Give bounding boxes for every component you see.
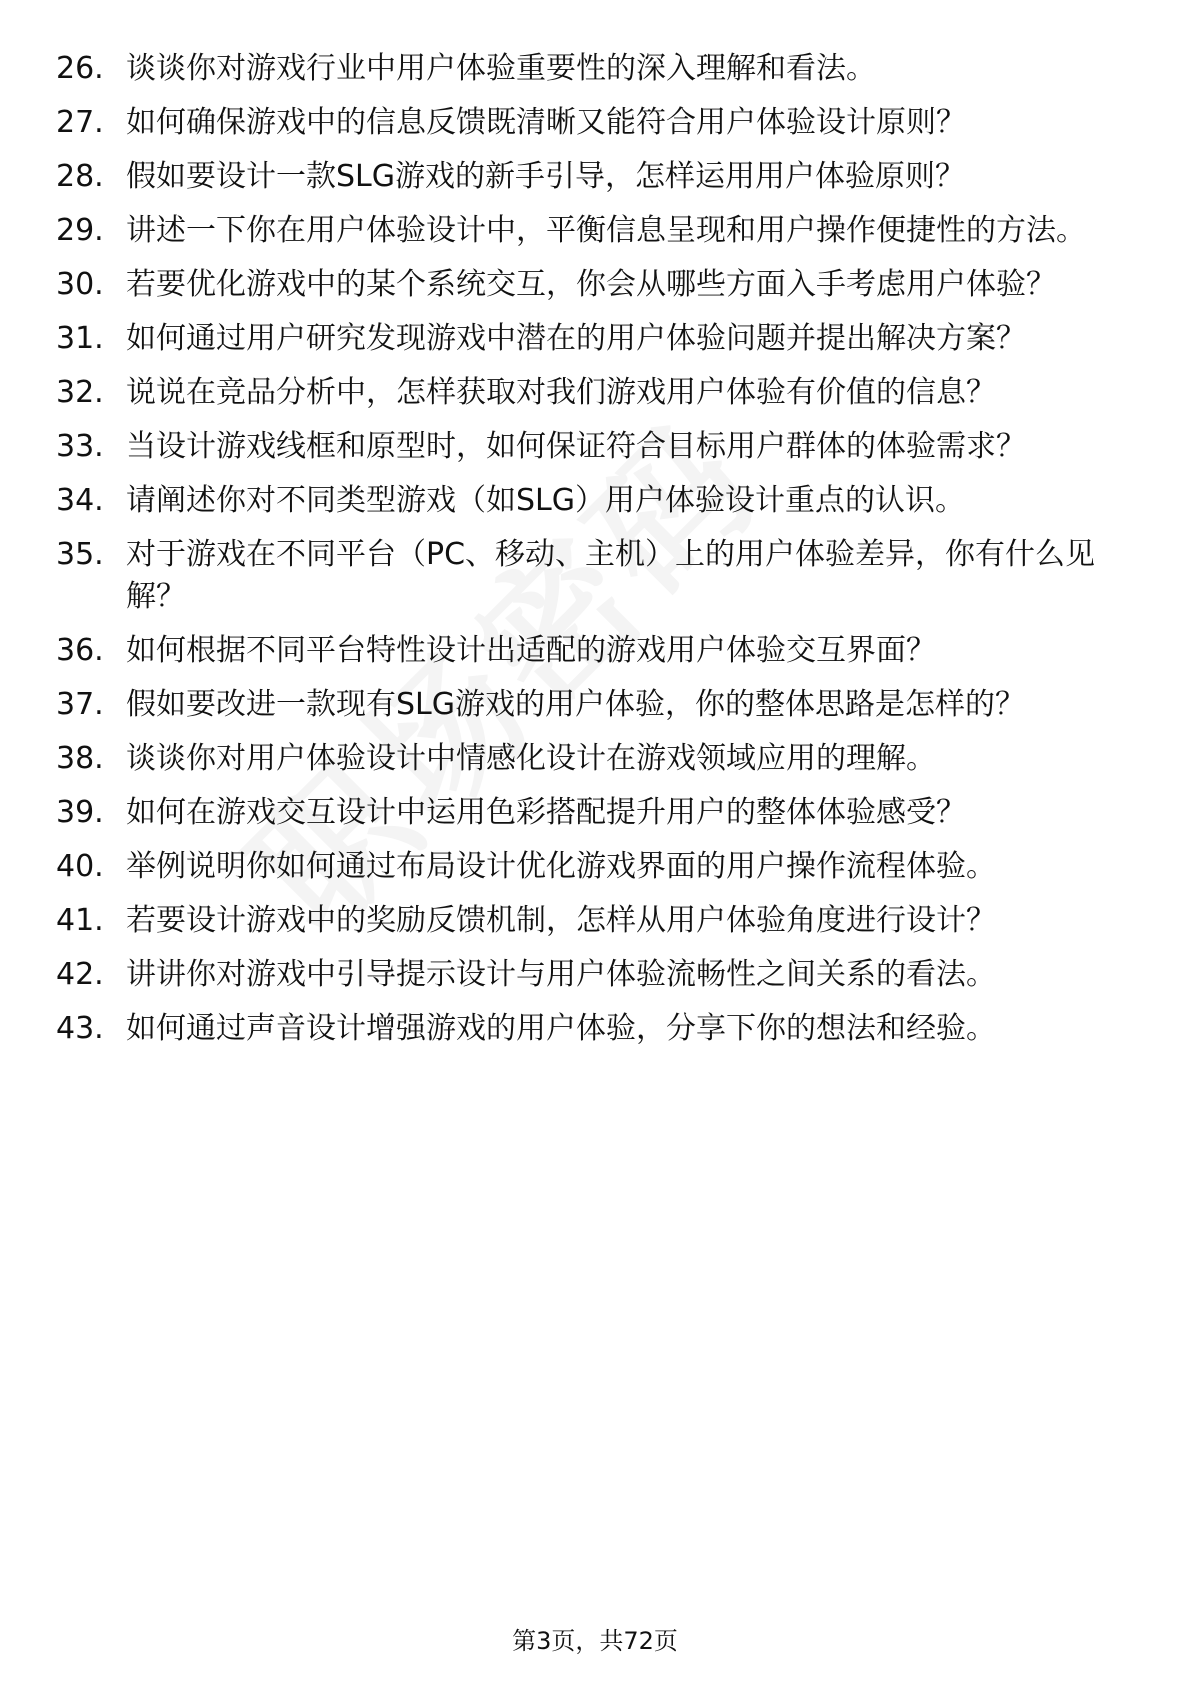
question-number: 34. [56, 483, 104, 518]
question-text: 说说在竞品分析中，怎样获取对我们游戏用户体验有价值的信息？ [126, 375, 996, 410]
question-item [56, 630, 1136, 672]
question-number: 41. [56, 903, 104, 938]
question-number: 37. [56, 687, 104, 722]
question-number: 27. [56, 105, 104, 140]
question-item [56, 210, 1136, 252]
page-footer [0, 1626, 1190, 1656]
question-text: 请阐述你对不同类型游戏（如SLG）用户体验设计重点的认识。 [126, 483, 966, 518]
question-number: 32. [56, 375, 104, 410]
question-number: 31. [56, 321, 104, 356]
question-text: 讲述一下你在用户体验设计中，平衡信息呈现和用户操作便捷性的方法。 [126, 213, 1086, 248]
question-text: 如何确保游戏中的信息反馈既清晰又能符合用户体验设计原则？ [126, 105, 966, 140]
question-item [56, 426, 1136, 468]
question-item [56, 534, 1136, 618]
question-text: 如何根据不同平台特性设计出适配的游戏用户体验交互界面？ [126, 633, 936, 668]
question-number: 33. [56, 429, 104, 464]
question-number: 40. [56, 849, 104, 884]
question-number: 29. [56, 213, 104, 248]
question-number: 36. [56, 633, 104, 668]
question-text: 当设计游戏线框和原型时，如何保证符合目标用户群体的体验需求？ [126, 429, 1026, 464]
question-item [56, 1008, 1136, 1050]
question-text: 假如要改进一款现有SLG游戏的用户体验，你的整体思路是怎样的？ [126, 687, 1026, 722]
question-text: 假如要设计一款SLG游戏的新手引导，怎样运用用户体验原则？ [126, 159, 966, 194]
question-number: 43. [56, 1011, 104, 1046]
question-item [56, 48, 1136, 90]
question-text: 谈谈你对用户体验设计中情感化设计在游戏领域应用的理解。 [126, 741, 936, 776]
question-number: 28. [56, 159, 104, 194]
question-text: 如何通过用户研究发现游戏中潜在的用户体验问题并提出解决方案？ [126, 321, 1026, 356]
question-item [56, 846, 1136, 888]
question-text: 若要优化游戏中的某个系统交互，你会从哪些方面入手考虑用户体验？ [126, 267, 1056, 302]
question-item [56, 156, 1136, 198]
question-number: 30. [56, 267, 104, 302]
question-item [56, 738, 1136, 780]
question-text: 谈谈你对游戏行业中用户体验重要性的深入理解和看法。 [126, 51, 876, 86]
question-item [56, 954, 1136, 996]
question-item [56, 684, 1136, 726]
question-item [56, 372, 1136, 414]
question-item [56, 900, 1136, 942]
question-item [56, 480, 1136, 522]
question-number: 42. [56, 957, 104, 992]
question-number: 38. [56, 741, 104, 776]
question-text: 对于游戏在不同平台（PC、移动、主机）上的用户体验差异，你有什么见解？ [126, 537, 1096, 614]
question-text: 举例说明你如何通过布局设计优化游戏界面的用户操作流程体验。 [126, 849, 996, 884]
question-item [56, 102, 1136, 144]
question-item [56, 264, 1136, 306]
question-number: 26. [56, 51, 104, 86]
question-number: 35. [56, 537, 104, 572]
page-number-label: 第3页，共72页 [512, 1627, 678, 1655]
question-text: 如何在游戏交互设计中运用色彩搭配提升用户的整体体验感受？ [126, 795, 966, 830]
question-text: 讲讲你对游戏中引导提示设计与用户体验流畅性之间关系的看法。 [126, 957, 996, 992]
question-text: 若要设计游戏中的奖励反馈机制，怎样从用户体验角度进行设计？ [126, 903, 996, 938]
question-text: 如何通过声音设计增强游戏的用户体验，分享下你的想法和经验。 [126, 1011, 996, 1046]
question-item [56, 792, 1136, 834]
question-number: 39. [56, 795, 104, 830]
question-item [56, 318, 1136, 360]
question-list [56, 48, 1136, 1062]
